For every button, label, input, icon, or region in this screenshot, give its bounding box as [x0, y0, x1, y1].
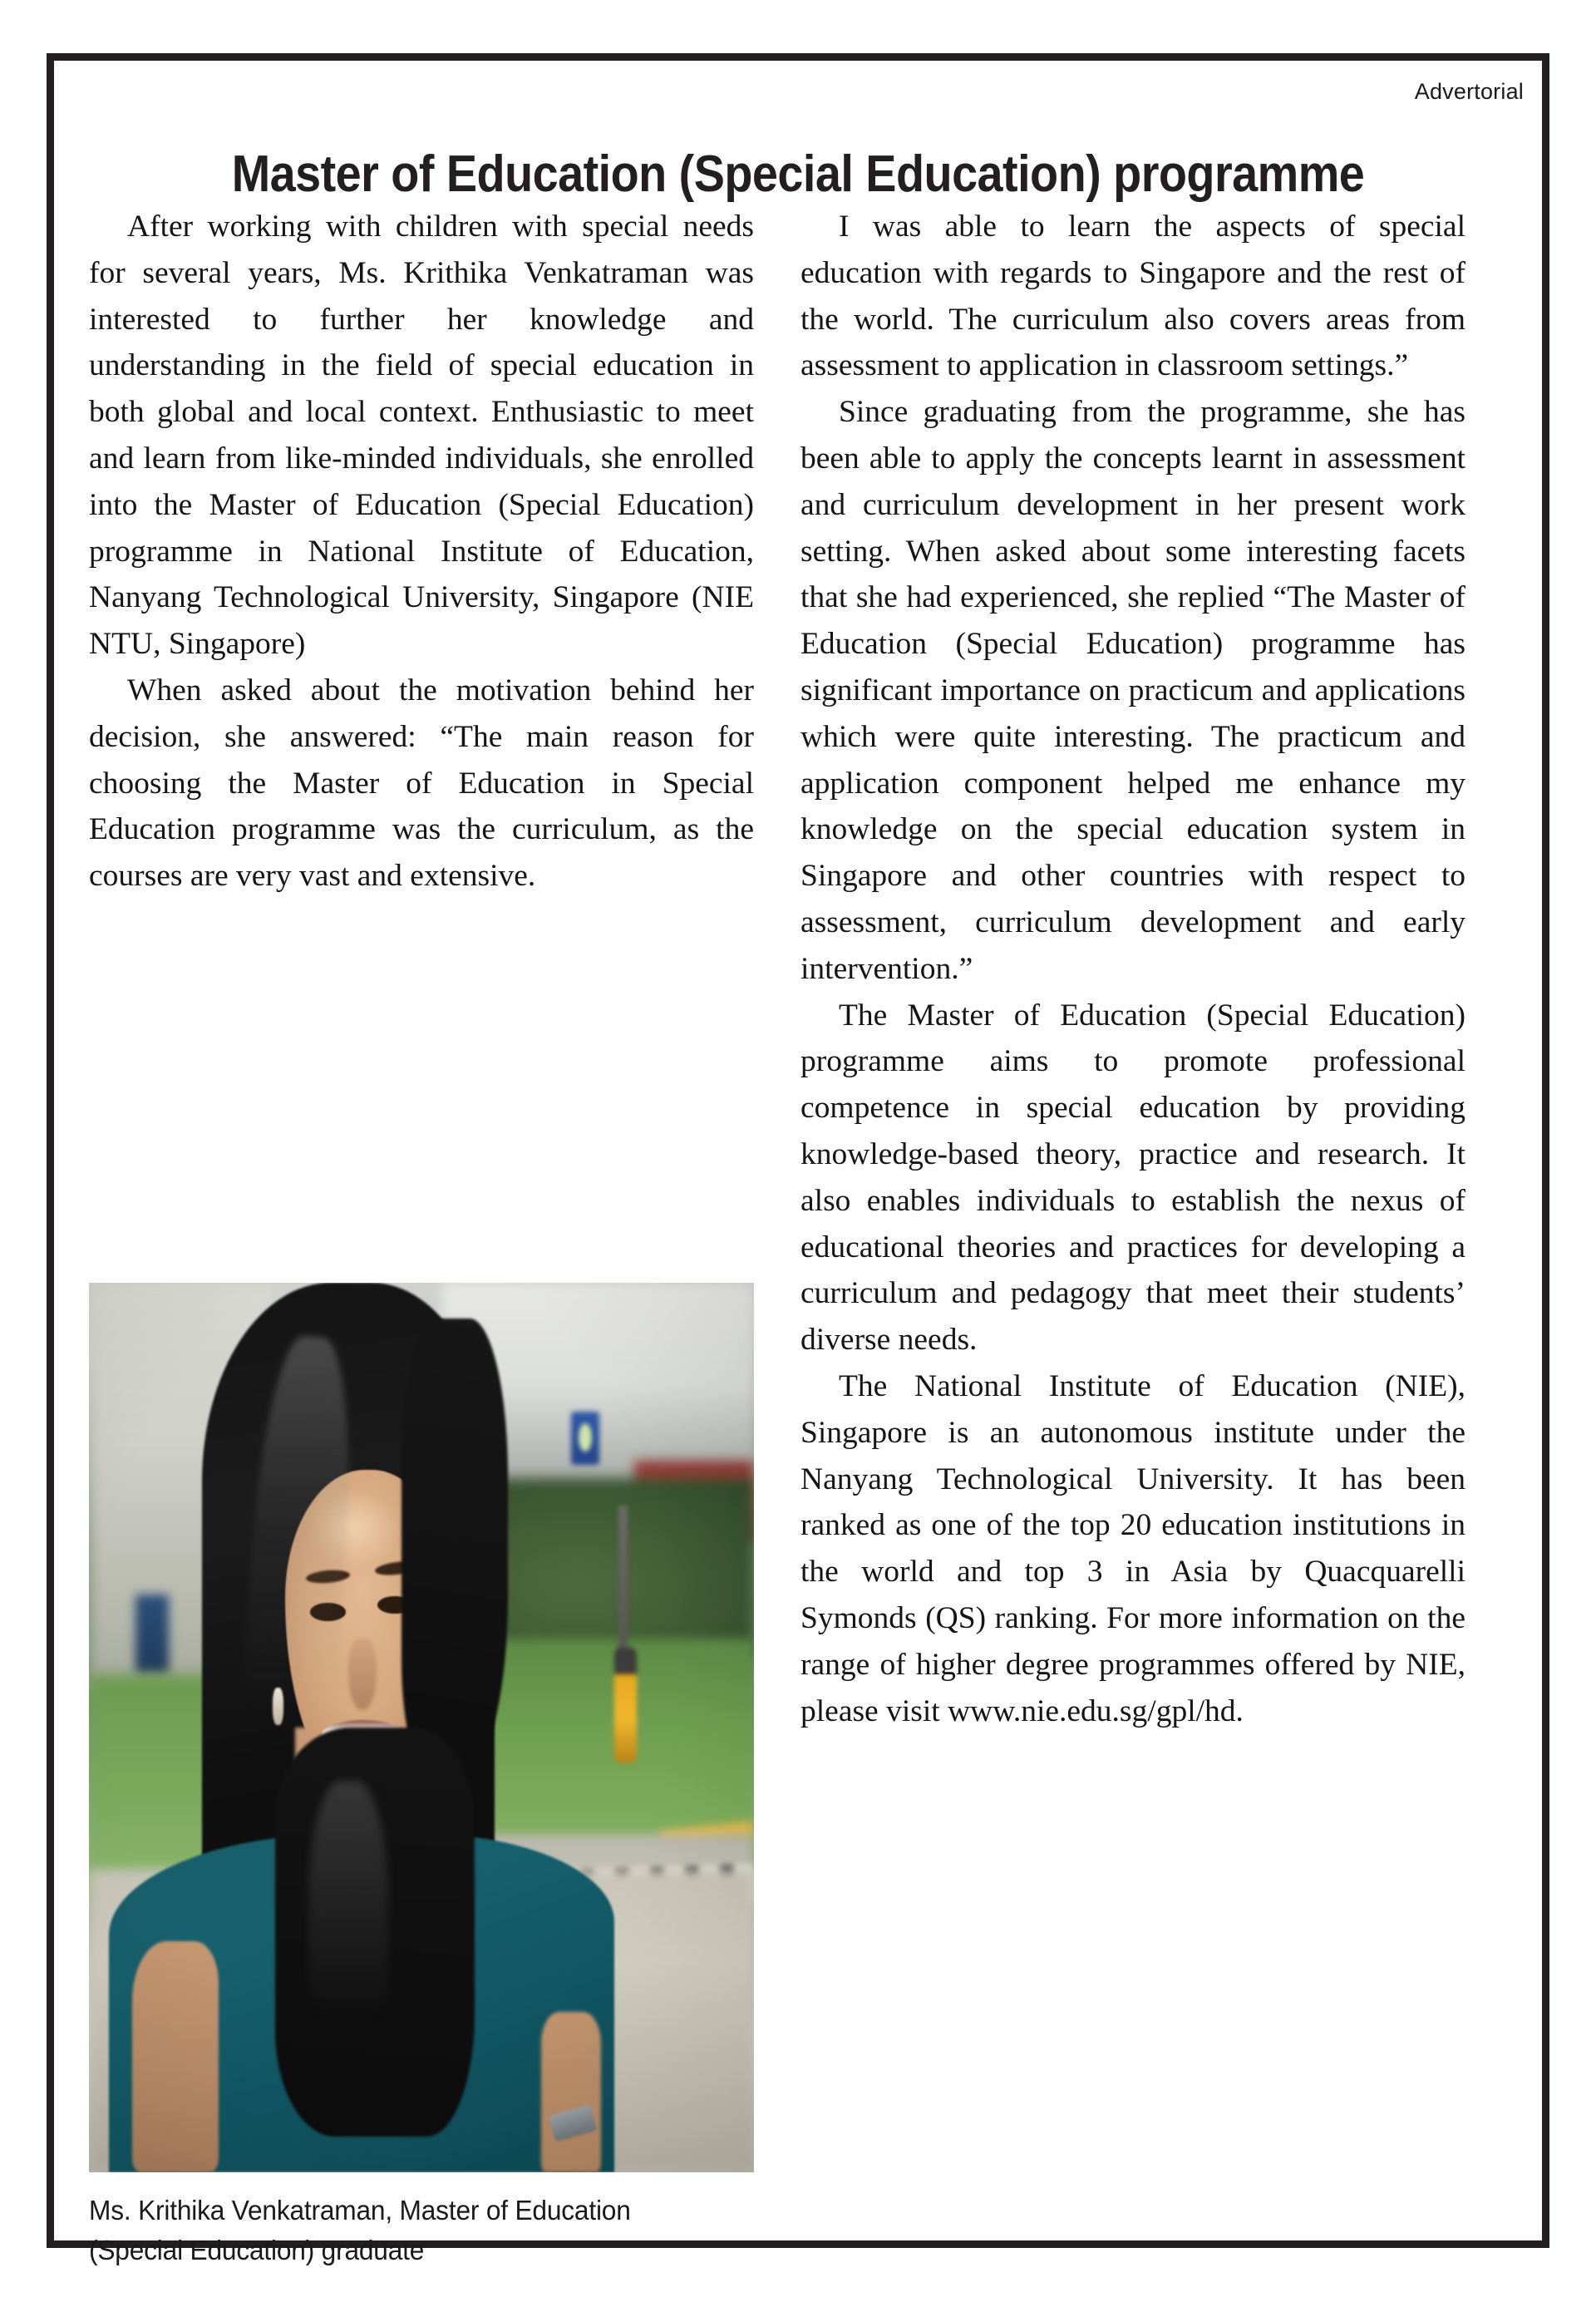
- paragraph: After working with children with special needs for several years, Ms. Krithika Venkatraman was interested to further her knowledge and understanding in the field of special education in both global and local context. Enthusiastic to meet and learn from like-minded individuals, she enrolled into the Master of Education (Special Education) programme in National Institute of Education, Nanyang Technological University, Singapore (NIE NTU, Singapore): [89, 209, 754, 662]
- page-title: Master of Education (Special Education) programme: [231, 145, 1365, 203]
- photo-block: [89, 1283, 754, 2270]
- article-columns: [89, 204, 1507, 2265]
- page-border-frame: [47, 53, 1549, 2265]
- right-column: [800, 204, 1465, 1734]
- portrait-subject: [89, 1283, 754, 2172]
- paragraph: The National Institute of Education (NIE), Singapore is an autonomous institute under the Nanyang Technological University. It has been ranked as one of the top 20 education institutions in the world and top 3 in Asia by Quacquarelli Symonds (QS) ranking. For more information on the range of higher degree programmes offered by NIE, please visit www.nie.edu.sg/gpl/hd.: [800, 1368, 1465, 1728]
- paragraph: When asked about the motivation behind her decision, she answered: “The main reason for choosing the Master of Education in Special Education programme was the curriculum, as the courses are very vast and extensive.: [89, 673, 754, 894]
- paragraph: The Master of Education (Special Education) programme aims to promote professional competence in special education by providing knowledge-based theory, practice and research. It also enables individuals to establish the nexus of educational theories and practices for developing a curriculum and pedagogy that meet their students’ diverse needs.: [800, 998, 1465, 1358]
- paragraph: I was able to learn the aspects of special education with regards to Singapore and the rest of the world. The curriculum also covers areas from assessment to application in classroom settings.”: [800, 209, 1465, 383]
- portrait-photo: [89, 1283, 754, 2172]
- photo-caption: Ms. Krithika Venkatraman, Master of Education (Special Education) graduate: [89, 2195, 631, 2265]
- paragraph: Since graduating from the programme, she has been able to apply the concepts learnt in assessment and curriculum development in her present work setting. When asked about some interesting facets that she had experienced, she replied “The Master of Education (Special Education) programme has significant importance on practicum and applications which were quite interesting. The practicum and application component helped me enhance my knowledge on the special education system in Singapore and other countries with respect to assessment, curriculum development and early intervention.”: [800, 395, 1465, 986]
- left-column: [89, 204, 754, 2265]
- left-column-body: [89, 204, 754, 900]
- right-column-body: [800, 204, 1465, 1734]
- advertorial-label: Advertorial: [1414, 79, 1524, 104]
